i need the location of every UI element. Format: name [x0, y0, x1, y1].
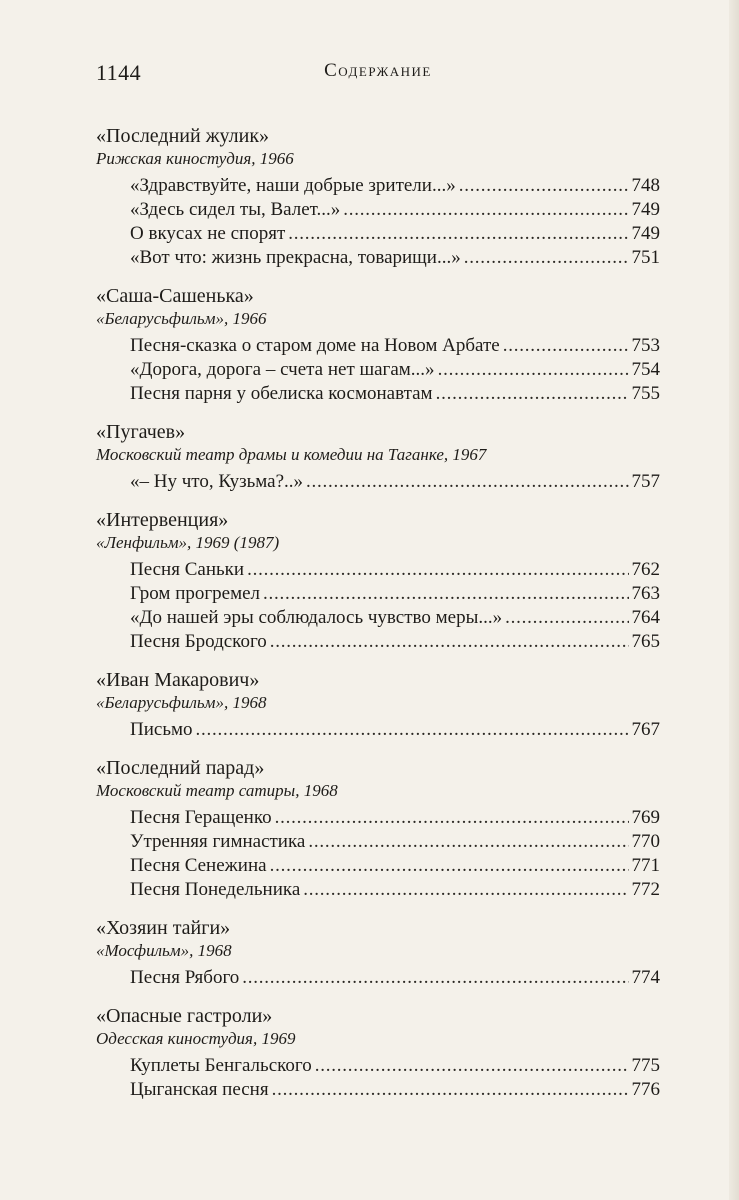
entry-page-number: 749 [631, 223, 660, 244]
section-title: «Последний парад» [96, 757, 265, 779]
toc-entry[interactable] [130, 1078, 660, 1102]
toc-section [96, 916, 660, 990]
dot-leader [315, 1054, 629, 1078]
dot-leader [503, 334, 629, 358]
toc-section [96, 508, 660, 654]
toc-section [96, 1004, 660, 1102]
dot-leader [438, 358, 629, 382]
entry-page-number: 749 [631, 199, 660, 220]
dot-leader [242, 966, 628, 990]
entry-title: «Вот что: жизнь прекрасна, товарищи...» [130, 247, 461, 268]
toc-entry[interactable] [130, 1054, 660, 1078]
toc-entry[interactable] [130, 470, 660, 494]
dot-leader [275, 806, 629, 830]
page-number: 1144 [96, 60, 142, 85]
section-studio: Московский театр сатиры, 1968 [96, 781, 338, 800]
section-studio: «Беларусьфильм», 1968 [96, 693, 267, 712]
section-title: «Иван Макарович» [96, 669, 260, 691]
entry-title: «Здравствуйте, наши добрые зрители...» [130, 175, 456, 196]
entry-page-number: 762 [631, 559, 660, 580]
toc-entry[interactable] [130, 606, 660, 630]
section-title: «Хозяин тайги» [96, 917, 231, 939]
toc-entry[interactable] [130, 222, 660, 246]
entry-page-number: 767 [631, 719, 660, 740]
toc-entry[interactable] [130, 854, 660, 878]
section-title: «Опасные гастроли» [96, 1005, 273, 1027]
entry-title: Песня Рябого [130, 967, 240, 988]
entry-title: Песня Геращенко [130, 807, 272, 828]
toc-entry[interactable] [130, 630, 660, 654]
entry-page-number: 770 [631, 831, 660, 852]
toc-entry[interactable] [130, 806, 660, 830]
dot-leader [464, 246, 629, 270]
toc-section [96, 756, 660, 902]
section-studio: «Беларусьфильм», 1966 [96, 309, 267, 328]
toc-section [96, 420, 660, 494]
dot-leader [196, 718, 629, 742]
entry-page-number: 771 [631, 855, 660, 876]
dot-leader [459, 174, 629, 198]
dot-leader [247, 558, 628, 582]
dot-leader [505, 606, 628, 630]
entry-page-number: 755 [631, 383, 660, 404]
entry-title: Куплеты Бенгальского [130, 1055, 312, 1076]
toc-section [96, 124, 660, 270]
entry-page-number: 748 [631, 175, 660, 196]
entry-title: Песня Понедельника [130, 879, 301, 900]
dot-leader [343, 198, 628, 222]
entry-page-number: 765 [631, 631, 660, 652]
table-of-contents [96, 124, 660, 1116]
section-title: «Последний жулик» [96, 125, 270, 147]
toc-entry[interactable] [130, 878, 660, 902]
entry-page-number: 769 [631, 807, 660, 828]
toc-entry[interactable] [130, 174, 660, 198]
entry-title: Письмо [130, 719, 193, 740]
dot-leader [308, 830, 628, 854]
section-studio: «Мосфильм», 1968 [96, 941, 232, 960]
dot-leader [303, 878, 628, 902]
entry-title: «Дорога, дорога – счета нет шагам...» [130, 359, 435, 380]
dot-leader [288, 222, 628, 246]
dot-leader [270, 854, 629, 878]
toc-entry[interactable] [130, 334, 660, 358]
dot-leader [436, 382, 629, 406]
page-header [96, 60, 660, 92]
toc-entry[interactable] [130, 966, 660, 990]
entry-title: Песня Сенежина [130, 855, 267, 876]
running-head: Содержание [324, 60, 432, 81]
entry-title: Песня Бродского [130, 631, 267, 652]
toc-entry[interactable] [130, 382, 660, 406]
entry-title: Песня Саньки [130, 559, 245, 580]
toc-entry[interactable] [130, 198, 660, 222]
entry-page-number: 757 [631, 471, 660, 492]
toc-section [96, 668, 660, 742]
dot-leader [263, 582, 628, 606]
toc-entry[interactable] [130, 358, 660, 382]
toc-entry[interactable] [130, 582, 660, 606]
entry-title: «Здесь сидел ты, Валет...» [130, 199, 341, 220]
entry-page-number: 772 [631, 879, 660, 900]
section-studio: Рижская киностудия, 1966 [96, 149, 294, 168]
toc-entry[interactable] [130, 558, 660, 582]
entry-page-number: 754 [631, 359, 660, 380]
dot-leader [272, 1078, 629, 1102]
entry-title: Песня парня у обелиска космонавтам [130, 383, 433, 404]
section-title: «Пугачев» [96, 421, 186, 443]
entry-page-number: 763 [631, 583, 660, 604]
entry-page-number: 776 [631, 1079, 660, 1100]
entry-title: «– Ну что, Кузьма?..» [130, 471, 304, 492]
dot-leader [270, 630, 629, 654]
entry-page-number: 774 [631, 967, 660, 988]
entry-title: Утренняя гимнастика [130, 831, 306, 852]
entry-page-number: 764 [631, 607, 660, 628]
section-title: «Интервенция» [96, 509, 229, 531]
entry-title: «До нашей эры соблюдалось чувство меры...» [130, 607, 503, 628]
section-studio: Московский театр драмы и комедии на Таганке, 1967 [96, 445, 487, 464]
toc-entry[interactable] [130, 718, 660, 742]
entry-title: Гром прогремел [130, 583, 261, 604]
entry-page-number: 775 [631, 1055, 660, 1076]
entry-title: О вкусах не спорят [130, 223, 286, 244]
section-title: «Саша-Сашенька» [96, 285, 254, 307]
section-studio: «Ленфильм», 1969 (1987) [96, 533, 280, 552]
page-edge [729, 0, 739, 1200]
section-studio: Одесская киностудия, 1969 [96, 1029, 296, 1048]
entry-title: Цыганская песня [130, 1079, 269, 1100]
entry-page-number: 751 [631, 247, 660, 268]
toc-section [96, 284, 660, 406]
toc-entry[interactable] [130, 246, 660, 270]
dot-leader [306, 470, 628, 494]
entry-page-number: 753 [631, 335, 660, 356]
toc-entry[interactable] [130, 830, 660, 854]
entry-title: Песня-сказка о старом доме на Новом Арбате [130, 335, 500, 356]
